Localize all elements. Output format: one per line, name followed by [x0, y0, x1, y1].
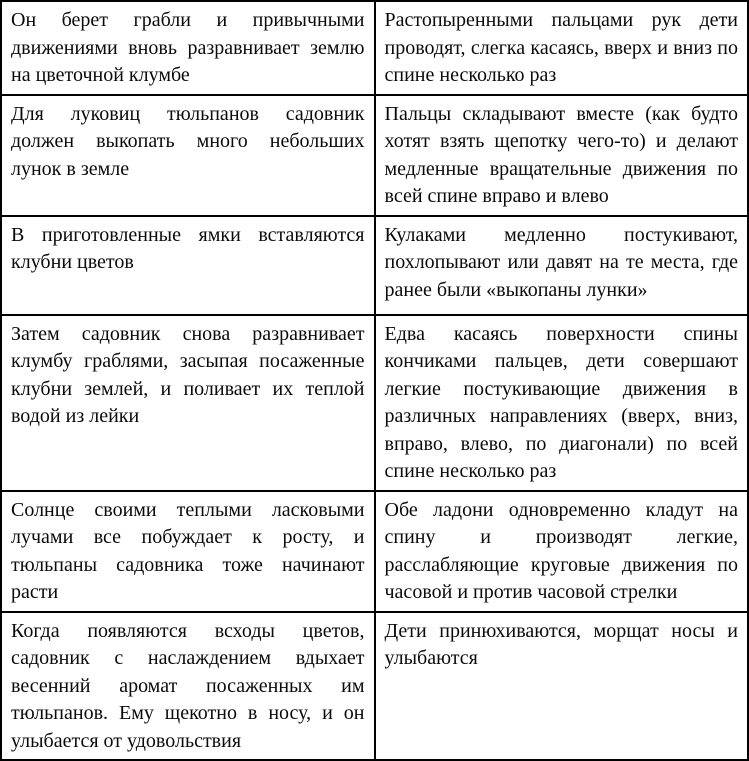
table-row [1, 612, 748, 761]
cell-row2-massage-action: Пальцы складывают вместе (как будто хотят взять щепотку чего-то) и делают медленные вращательные движения по всей спине вправо и влево [375, 95, 749, 216]
cell-row1-gardener-action: Он берет грабли и привычными движениями вновь разравнивает землю на цветочной клумбе [1, 1, 375, 95]
cell-row4-gardener-action: Затем садовник снова разравнивает клумбу граблями, засыпая посаженные клубни землей, и поливает их теплой водой из лейки [1, 315, 375, 491]
table-row [1, 1, 748, 95]
cell-row6-gardener-action: Когда появляются всходы цветов, садовник с наслаждением вдыхает весенний аромат посаженных им тюльпанов. Ему щекотно в носу, и он улыбается от удовольствия [1, 612, 375, 761]
cell-row1-massage-action: Растопыренными пальцами рук дети проводят, слегка касаясь, вверх и вниз по спине несколько раз [375, 1, 749, 95]
table-row [1, 315, 748, 491]
cell-row5-gardener-action: Солнце своими теплыми ласковыми лучами все побуждает к росту, и тюльпаны садовника тоже начинают расти [1, 491, 375, 612]
cell-row3-gardener-action: В приготовленные ямки вставляются клубни цветов [1, 216, 375, 315]
cell-row2-gardener-action: Для луковиц тюльпанов садовник должен выкопать много небольших лунок в земле [1, 95, 375, 216]
cell-row5-massage-action: Обе ладони одновременно кладут на спину и производят легкие, расслабляющие круговые движения по часовой и против часовой стрелки [375, 491, 749, 612]
table-row [1, 95, 748, 216]
table-row [1, 216, 748, 315]
cell-row6-massage-action: Дети принюхиваются, морщат носы и улыбаются [375, 612, 749, 761]
table-body [1, 1, 748, 760]
cell-row3-massage-action: Кулаками медленно постукивают, похлопывают или давят на те места, где ранее были «выкопаны лунки» [375, 216, 749, 315]
cell-row4-massage-action: Едва касаясь поверхности спины кончиками пальцев, дети совершают легкие постукивающие движения в различных направлениях (вверх, вниз, вправо, влево, по диагонали) по всей спине несколько раз [375, 315, 749, 491]
table-row [1, 491, 748, 612]
